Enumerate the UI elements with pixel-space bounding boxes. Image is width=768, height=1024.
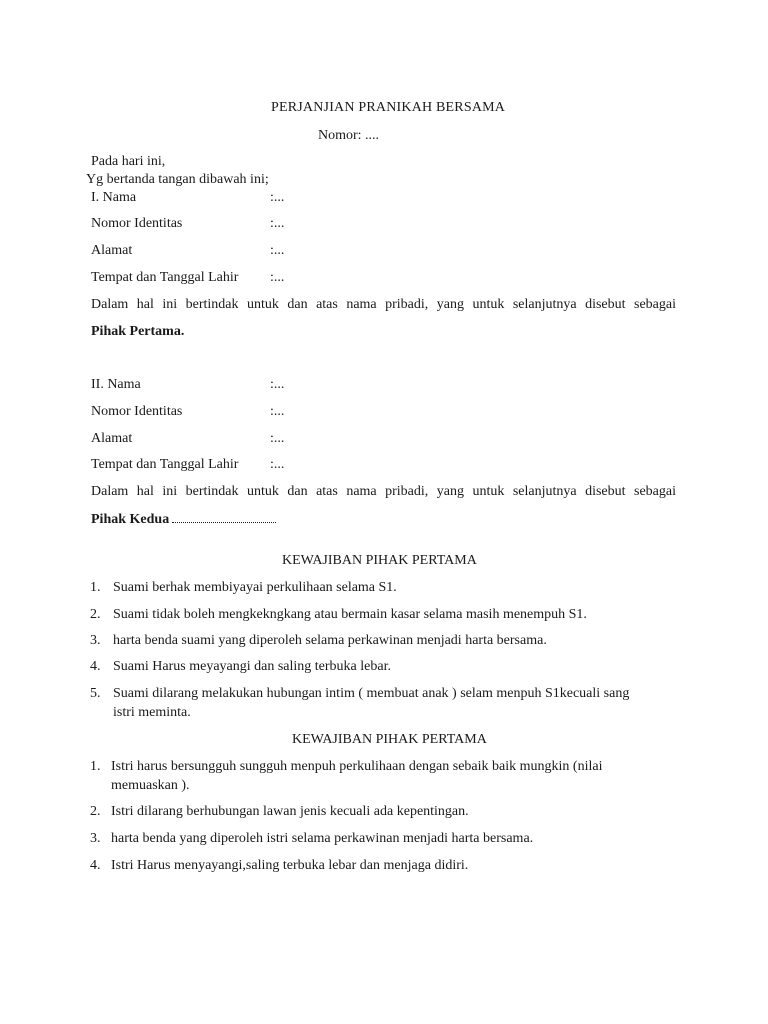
- list-text: Suami Harus meyayangi dan saling terbuka lebar.: [113, 659, 391, 674]
- party-2-address-label: Alamat: [91, 431, 133, 446]
- list-number: 4.: [90, 858, 101, 873]
- intro-line-2: Yg bertanda tangan dibawah ini;: [86, 172, 269, 187]
- party-1-address-label: Alamat: [91, 243, 133, 258]
- party-2-address-value: :...: [270, 431, 285, 446]
- party-1-statement: Dalam hal ini bertindak untuk dan atas nama pribadi, yang untuk selanjutnya disebut sebagai: [91, 297, 676, 312]
- list-text-continued: memuaskan ).: [111, 778, 190, 793]
- party-2-birth-label: Tempat dan Tanggal Lahir: [91, 457, 239, 472]
- section-2-heading: KEWAJIBAN PIHAK PERTAMA: [292, 732, 487, 747]
- list-number: 3.: [90, 633, 101, 648]
- party-2-name-value: :...: [270, 377, 285, 392]
- intro-line-1: Pada hari ini,: [91, 154, 166, 169]
- party-1-name-value: :...: [270, 190, 285, 205]
- party-1-role: Pihak Pertama.: [91, 324, 185, 339]
- party-1-birth-label: Tempat dan Tanggal Lahir: [91, 270, 239, 285]
- list-text: Istri dilarang berhubungan lawan jenis kecuali ada kepentingan.: [111, 804, 469, 819]
- party-1-birth-value: :...: [270, 270, 285, 285]
- list-text: harta benda suami yang diperoleh selama perkawinan menjadi harta bersama.: [113, 633, 547, 648]
- party-2-statement: Dalam hal ini bertindak untuk dan atas nama pribadi, yang untuk selanjutnya disebut sebagai: [91, 484, 676, 499]
- list-number: 3.: [90, 831, 101, 846]
- party-2-role-line: [91, 510, 276, 528]
- list-text: Istri Harus menyayangi,saling terbuka lebar dan menjaga didiri.: [111, 858, 469, 873]
- party-1-id-value: :...: [270, 216, 285, 231]
- list-text-continued: istri meminta.: [113, 705, 191, 720]
- party-1-address-value: :...: [270, 243, 285, 258]
- document-number: Nomor: ....: [318, 128, 380, 143]
- list-number: 2.: [90, 804, 101, 819]
- section-1-heading: KEWAJIBAN PIHAK PERTAMA: [282, 553, 477, 568]
- party-2-birth-value: :...: [270, 457, 285, 472]
- list-text: harta benda yang diperoleh istri selama perkawinan menjadi harta bersama.: [111, 831, 534, 846]
- document-title: PERJANJIAN PRANIKAH BERSAMA: [271, 100, 506, 115]
- list-text: Istri harus bersungguh sungguh menpuh perkulihaan dengan sebaik baik mungkin (nilai: [111, 759, 603, 774]
- party-1-id-label: Nomor Identitas: [91, 216, 183, 231]
- party-2-id-label: Nomor Identitas: [91, 404, 183, 419]
- list-number: 1.: [90, 759, 101, 774]
- party-2-name-label: II. Nama: [91, 377, 141, 392]
- list-text: Suami tidak boleh mengkekngkang atau bermain kasar selama masih menempuh S1.: [113, 607, 587, 622]
- list-number: 4.: [90, 659, 101, 674]
- party-2-id-value: :...: [270, 404, 285, 419]
- dotted-fill-line: [172, 510, 276, 523]
- list-number: 2.: [90, 607, 101, 622]
- party-2-role: Pihak Kedua: [91, 512, 170, 527]
- list-text: Suami berhak membiyayai perkulihaan selama S1.: [113, 580, 397, 595]
- list-text: Suami dilarang melakukan hubungan intim ( membuat anak ) selam menpuh S1kecuali sang: [113, 686, 630, 701]
- list-number: 1.: [90, 580, 101, 595]
- party-1-name-label: I. Nama: [91, 190, 137, 205]
- list-number: 5.: [90, 686, 101, 701]
